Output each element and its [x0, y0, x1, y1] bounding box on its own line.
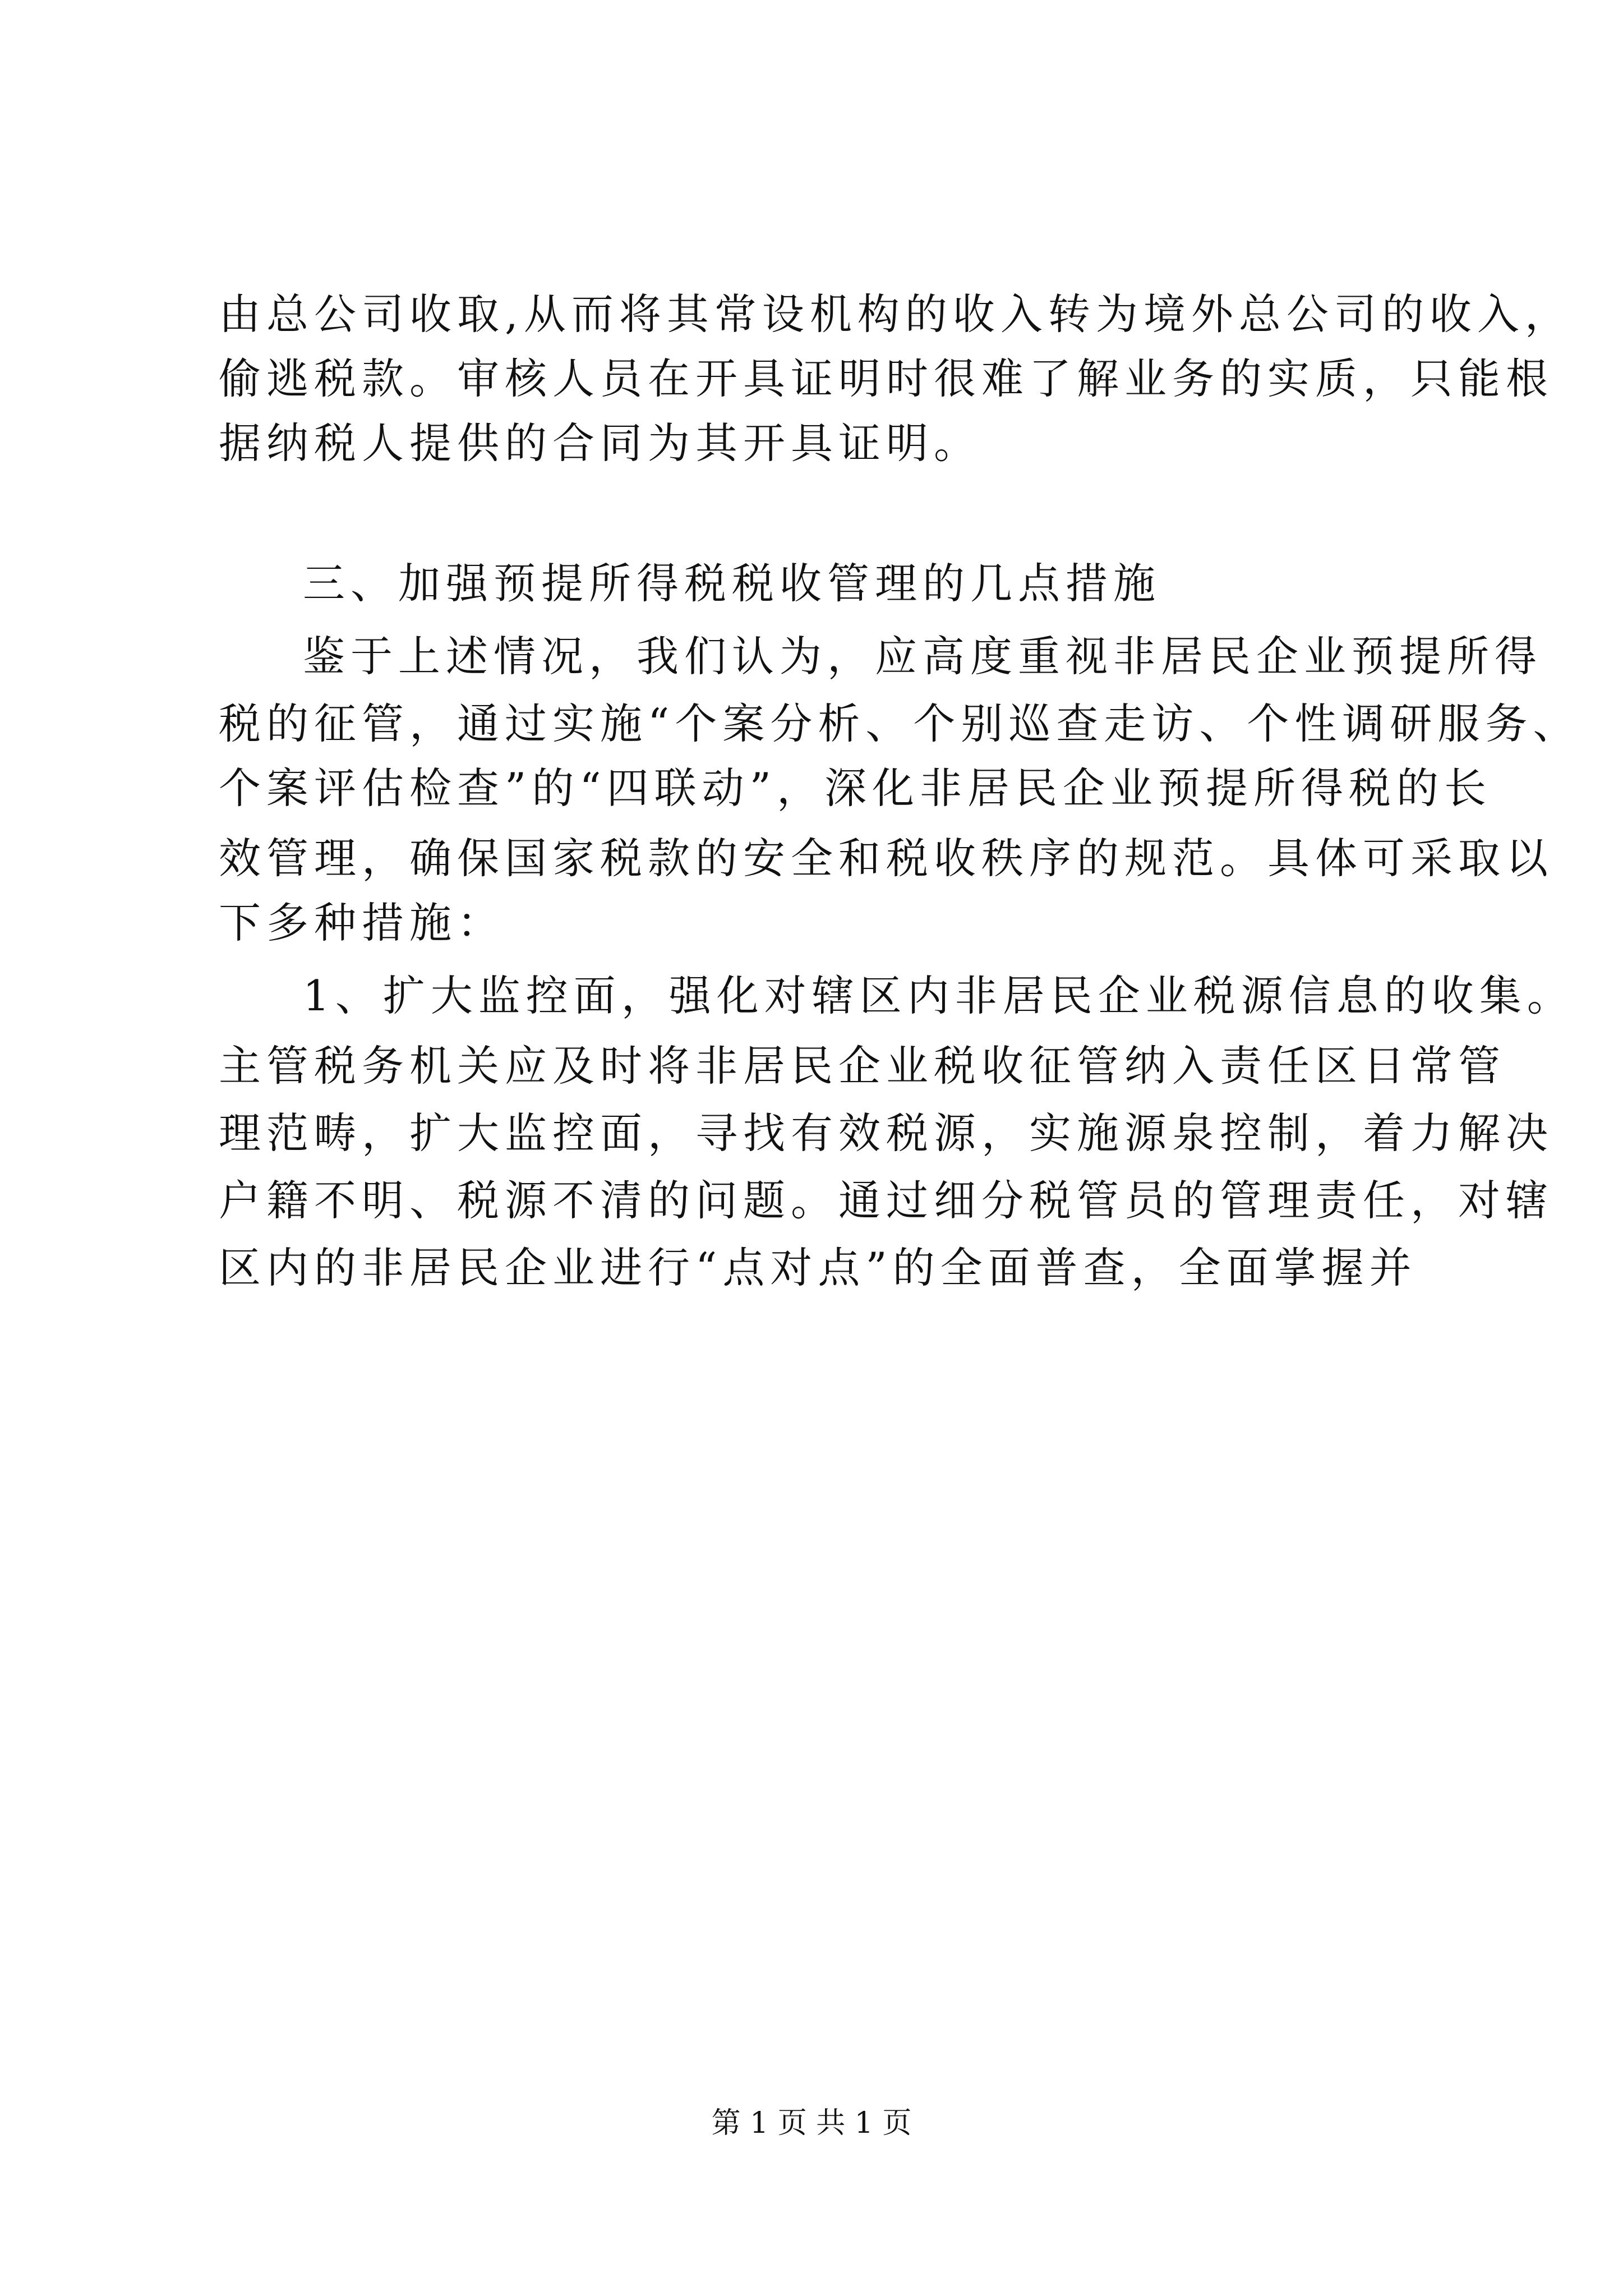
text-line: 主管税务机关应及时将非居民企业税收征管纳入责任区日常管 [219, 1041, 1506, 1091]
text-line: 户籍不明、税源不清的问题。通过细分税管员的管理责任，对辖 [219, 1176, 1554, 1225]
text-line: 下多种措施： [219, 898, 505, 947]
text-line: 税的征管，通过实施“个案分析、个别巡查走访、个性调研服务、 [219, 699, 1581, 748]
section-heading: 三、加强预提所得税税收管理的几点措施 [303, 559, 1161, 608]
text-line: 据纳税人提供的合同为其开具证明。 [219, 418, 982, 468]
text-line: 区内的非居民企业进行“点对点”的全面普查，全面掌握并 [219, 1243, 1417, 1292]
text-line: 鉴于上述情况，我们认为，应高度重视非居民企业预提所得 [303, 632, 1543, 681]
text-line: 由总公司收取,从而将其常设机构的收入转为境外总公司的收入， [219, 289, 1573, 339]
text-line: 偷逃税款。审核人员在开具证明时很难了解业务的实质，只能根 [219, 354, 1554, 403]
text-line: 1、扩大监控面，强化对辖区内非居民企业税源信息的收集。 [303, 971, 1575, 1020]
text-line: 理范畴，扩大监控面，寻找有效税源，实施源泉控制，着力解决 [219, 1108, 1554, 1158]
text-line: 个案评估检查”的“四联动”，深化非居民企业预提所得税的长 [219, 763, 1492, 813]
page-number-footer: 第 1 页 共 1 页 [711, 2106, 912, 2140]
text-line: 效管理，确保国家税款的安全和税收秩序的规范。具体可采取以 [219, 834, 1554, 883]
